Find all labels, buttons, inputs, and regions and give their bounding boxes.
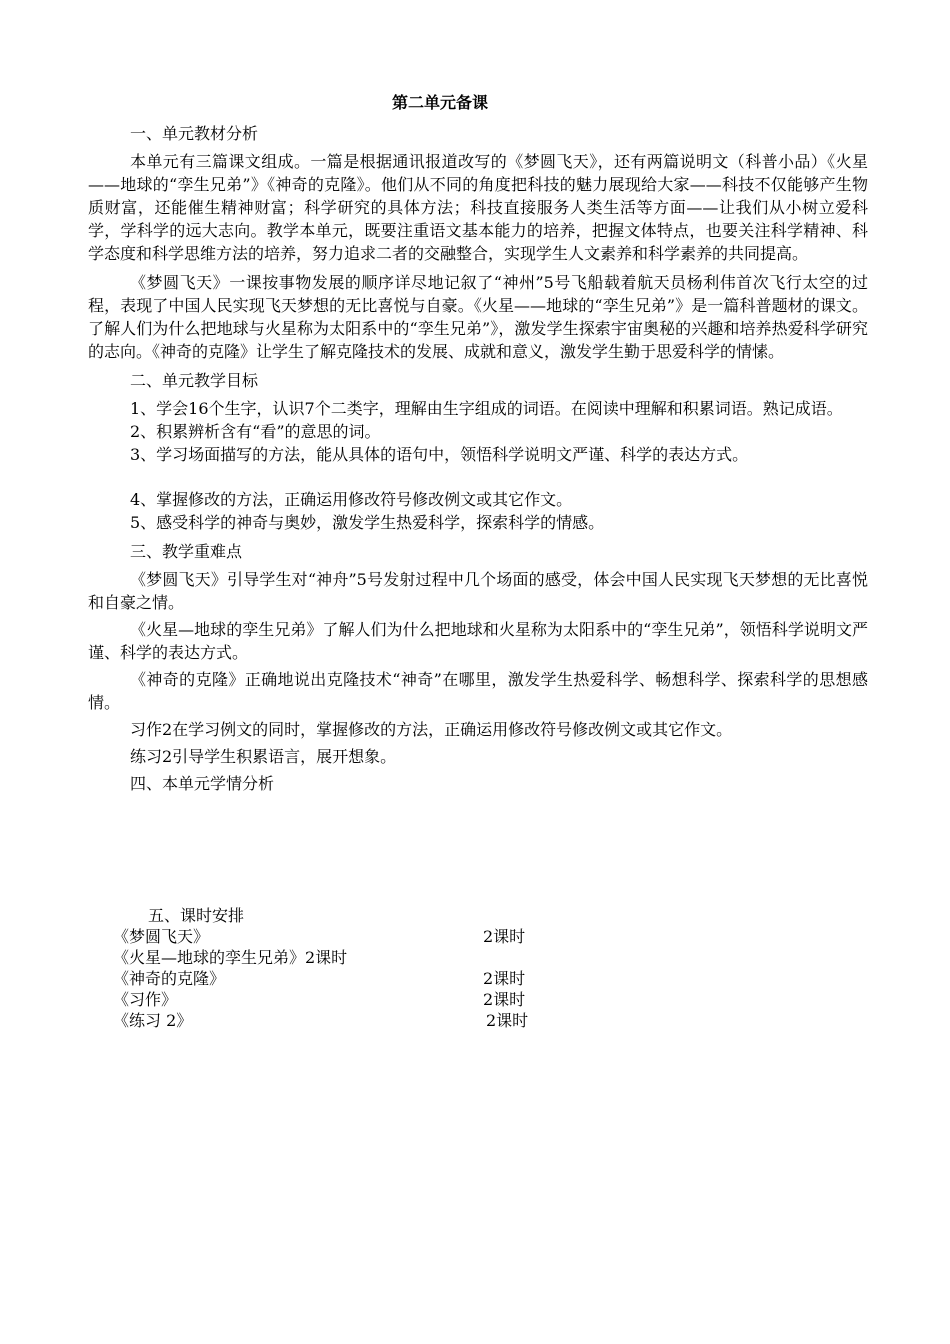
section-heading-3: 三、教学重难点	[130, 542, 243, 561]
goal-item-5: 5、感受科学的神奇与奥妙，激发学生热爱科学，探索科学的情感。	[130, 513, 605, 532]
schedule-row-hours: 2课时	[483, 927, 526, 946]
schedule-row-name: 《火星—地球的孪生兄弟》2课时	[113, 948, 348, 967]
schedule-row-hours: 2课时	[483, 969, 526, 988]
schedule-row	[113, 947, 613, 968]
section-heading-5: 五、课时安排	[148, 906, 245, 925]
schedule-row	[113, 1010, 613, 1031]
schedule-row	[113, 989, 613, 1010]
section-heading-1: 一、单元教材分析	[130, 124, 259, 143]
schedule-row-name: 《习作》	[113, 990, 178, 1009]
blank-line	[88, 466, 868, 488]
schedule-row	[113, 968, 613, 989]
schedule-row	[113, 926, 613, 947]
key-point-paragraph-2: 《火星—地球的孪生兄弟》了解人们为什么把地球和火星称为太阳系中的“孪生兄弟”，领悟科学说明文严谨、科学的表达方式。	[88, 620, 868, 662]
schedule-row-name: 《练习 2》	[113, 1011, 193, 1030]
schedule-row-name: 《神奇的克隆》	[113, 969, 226, 988]
key-point-paragraph-3: 《神奇的克隆》正确地说出克隆技术“神奇”在哪里，激发学生热爱科学、畅想科学、探索科学的思想感情。	[88, 670, 868, 712]
document-body	[88, 122, 868, 800]
schedule-row-name: 《梦圆飞天》	[113, 927, 210, 946]
schedule-row-hours: 2课时	[483, 990, 526, 1009]
goal-item-4: 4、掌握修改的方法，正确运用修改符号修改例文或其它作文。	[130, 490, 573, 509]
schedule-row-hours: 2课时	[486, 1011, 529, 1030]
section-1-paragraph-1: 本单元有三篇课文组成。一篇是根据通讯报道改写的《梦圆飞天》，还有两篇说明文（科普小品）《火星——地球的“孪生兄弟”》《神奇的克隆》。他们从不同的角度把科技的魅力展现给大家——科技不仅能够产生物质财富，还能催生精神财富；科学研究的具体方法；科技直接服务人类生活等方面——让我们从小树立爱科学，学科学的远大志向。教学本单元，既要注重语文基本能力的培养，把握文体特点，也要关注科学精神、科学态度和科学思维方法的培养，努力追求二者的交融整合，实现学生人文素养和科学素养的共同提高。	[88, 152, 868, 263]
key-point-paragraph-4: 习作2在学习例文的同时，掌握修改的方法，正确运用修改符号修改例文或其它作文。	[130, 720, 733, 739]
goal-item-2: 2、积累辨析含有“看”的意思的词。	[130, 422, 381, 441]
key-point-paragraph-5: 练习2引导学生积累语言，展开想象。	[130, 747, 397, 766]
key-point-paragraph-1: 《梦圆飞天》引导学生对“神舟”5号发射过程中几个场面的感受，体会中国人民实现飞天梦想的无比喜悦和自豪之情。	[88, 570, 868, 612]
section-heading-2: 二、单元教学目标	[130, 371, 259, 390]
document-title: 第二单元备课	[391, 93, 488, 112]
goal-item-3: 3、学习场面描写的方法，能从具体的语句中，领悟科学说明文严谨、科学的表达方式。	[130, 445, 749, 464]
section-heading-4: 四、本单元学情分析	[130, 774, 275, 793]
goal-item-1: 1、学会16个生字，认识7个二类字，理解由生字组成的词语。在阅读中理解和积累词语。熟记成语。	[130, 399, 843, 418]
section-1-paragraph-2: 《梦圆飞天》一课按事物发展的顺序详尽地记叙了“神州”5号飞船载着航天员杨利伟首次飞行太空的过程，表现了中国人民实现飞天梦想的无比喜悦与自豪。《火星——地球的“孪生兄弟”》是一篇科普题材的课文。了解人们为什么把地球与火星称为太阳系中的“孪生兄弟”》，激发学生探索宇宙奥秘的兴趣和培养热爱科学研究的志向。《神奇的克隆》让学生了解克隆技术的发展、成就和意义，激发学生勤于思爱科学的情愫。	[88, 273, 868, 361]
schedule-section	[113, 905, 613, 1031]
